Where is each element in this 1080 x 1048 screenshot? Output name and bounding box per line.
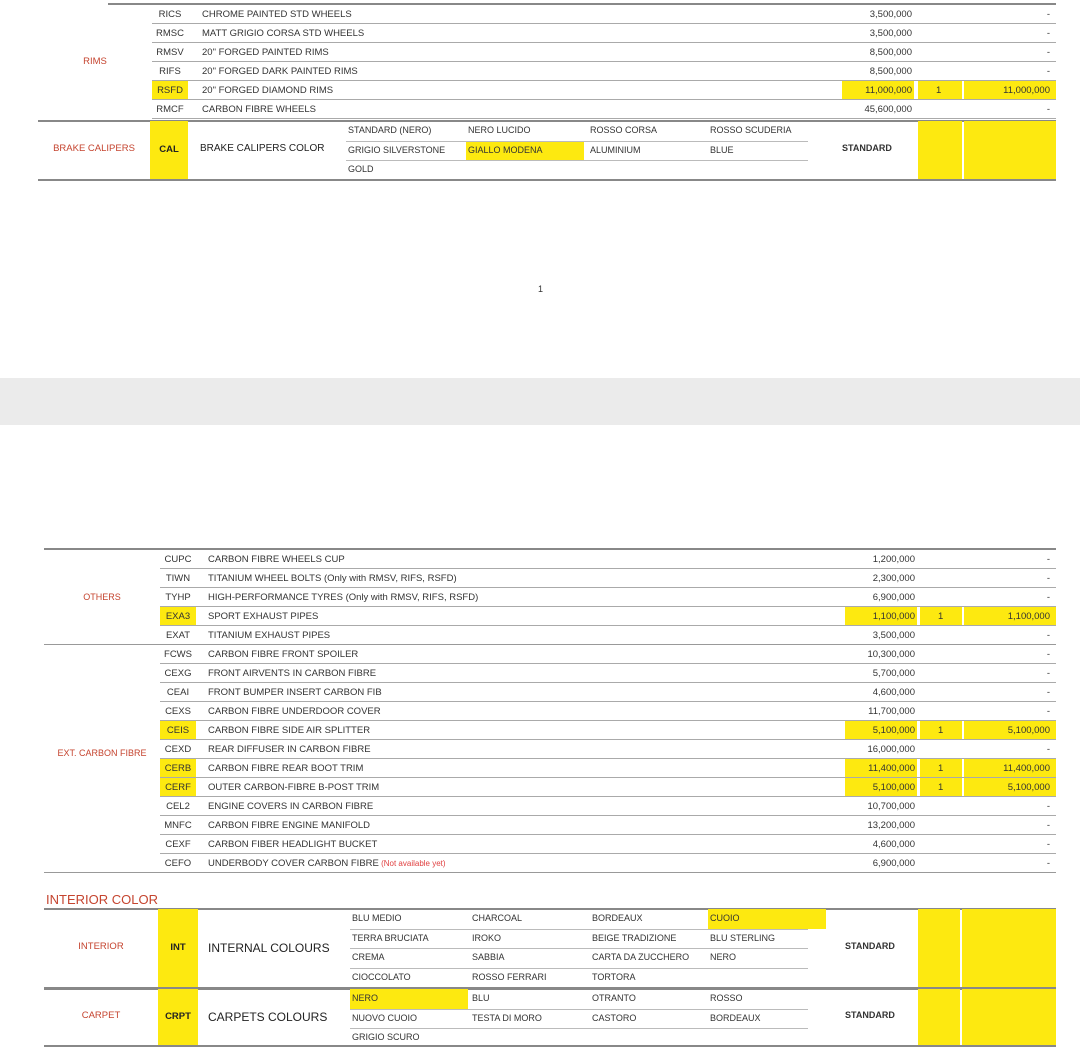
item-total: - xyxy=(1046,801,1050,812)
item-quantity[interactable]: 1 xyxy=(918,81,962,99)
carpet-option[interactable]: NUOVO CUOIO xyxy=(352,1012,418,1023)
table-row[interactable] xyxy=(152,81,1056,100)
interior-description: INTERNAL COLOURS xyxy=(208,941,330,955)
carpet-option[interactable]: ROSSO xyxy=(710,993,743,1003)
item-total: - xyxy=(1046,839,1050,850)
item-price: 1,200,000 xyxy=(872,554,915,565)
item-total: - xyxy=(1046,706,1050,717)
table-row[interactable] xyxy=(160,626,1056,645)
item-price: 5,100,000 xyxy=(845,721,917,739)
item-code: CEFO xyxy=(164,858,192,869)
item-price: 1,100,000 xyxy=(845,607,917,625)
item-description: REAR DIFFUSER IN CARBON FIBRE xyxy=(208,744,371,755)
brake-calipers-option[interactable]: GRIGIO SILVERSTONE xyxy=(348,144,446,155)
item-price: 8,500,000 xyxy=(869,66,912,77)
interior-option[interactable]: BORDEAUX xyxy=(592,913,643,923)
brake-calipers-quantity[interactable] xyxy=(918,121,962,179)
item-code: CERB xyxy=(160,759,196,777)
table-row[interactable] xyxy=(160,702,1056,721)
item-price: 4,600,000 xyxy=(872,839,915,850)
item-total: - xyxy=(1046,858,1050,869)
item-code: RMCF xyxy=(156,104,184,115)
item-quantity[interactable] xyxy=(920,664,962,682)
item-quantity[interactable] xyxy=(920,797,962,815)
item-description: CHROME PAINTED STD WHEELS xyxy=(202,9,352,20)
item-total: - xyxy=(1046,47,1050,58)
thick-rule xyxy=(38,179,1056,181)
brake-calipers-option[interactable]: GOLD xyxy=(348,164,374,174)
item-description: 20" FORGED DARK PAINTED RIMS xyxy=(202,66,358,77)
item-code: CEXS xyxy=(165,706,191,717)
item-quantity[interactable] xyxy=(920,854,962,872)
interior-option[interactable]: IROKO xyxy=(472,932,502,943)
interior-option[interactable]: BLU MEDIO xyxy=(352,913,402,923)
item-price: 45,600,000 xyxy=(864,104,912,115)
availability-note: (Not available yet) xyxy=(378,859,446,868)
item-price: 6,900,000 xyxy=(872,858,915,869)
item-code: EXA3 xyxy=(160,607,196,625)
table-row[interactable] xyxy=(152,24,1056,43)
item-total: - xyxy=(1046,592,1050,603)
interior-option[interactable]: ROSSO FERRARI xyxy=(472,971,547,982)
item-code: FCWS xyxy=(164,649,192,660)
brake-calipers-option[interactable]: STANDARD (NERO) xyxy=(348,125,432,135)
item-quantity[interactable] xyxy=(918,62,962,80)
item-description: CARBON FIBRE WHEELS CUP xyxy=(208,554,345,565)
item-quantity[interactable] xyxy=(920,683,962,701)
brake-calipers-option[interactable]: ROSSO SCUDERIA xyxy=(710,125,792,135)
interior-option[interactable]: BEIGE TRADIZIONE xyxy=(592,932,677,943)
item-quantity[interactable] xyxy=(920,626,962,644)
interior-price: STANDARD xyxy=(845,941,895,951)
item-total: - xyxy=(1046,554,1050,565)
item-code: CEXD xyxy=(164,744,192,755)
item-quantity[interactable] xyxy=(920,740,962,758)
item-total: - xyxy=(1046,66,1050,77)
table-row[interactable] xyxy=(160,607,1056,626)
item-quantity[interactable] xyxy=(918,100,962,118)
brake-calipers-option[interactable]: GIALLO MODENA xyxy=(466,141,584,161)
item-quantity[interactable] xyxy=(920,550,962,568)
item-description: 20" FORGED DIAMOND RIMS xyxy=(202,85,334,96)
carpet-option[interactable]: BORDEAUX xyxy=(710,1012,761,1023)
item-quantity[interactable]: 1 xyxy=(920,759,962,777)
item-quantity[interactable] xyxy=(920,645,962,663)
carpet-option[interactable]: CASTORO xyxy=(592,1012,637,1023)
option-divider xyxy=(346,141,808,142)
interior-option[interactable]: CHARCOAL xyxy=(472,913,523,923)
item-total: - xyxy=(1046,104,1050,115)
item-code: RIFS xyxy=(159,66,181,77)
table-row[interactable] xyxy=(160,778,1056,797)
item-quantity[interactable] xyxy=(918,24,962,42)
item-total: 5,100,000 xyxy=(964,721,1056,739)
item-code: TIWN xyxy=(165,573,191,584)
item-quantity[interactable] xyxy=(920,569,962,587)
item-quantity[interactable]: 1 xyxy=(920,778,962,796)
item-price: 11,700,000 xyxy=(868,706,915,717)
table-row[interactable] xyxy=(152,62,1056,81)
brake-calipers-total xyxy=(964,121,1056,179)
option-divider xyxy=(350,968,808,969)
item-price: 11,000,000 xyxy=(842,81,914,99)
item-total: - xyxy=(1046,820,1050,831)
rims-category: RIMS xyxy=(83,56,107,67)
option-divider xyxy=(350,929,808,930)
item-description: CARBON FIBRE SIDE AIR SPLITTER xyxy=(208,725,371,736)
item-quantity[interactable] xyxy=(918,5,962,23)
interior-option[interactable]: BLU STERLING xyxy=(710,932,776,943)
item-total: - xyxy=(1046,744,1050,755)
table-row[interactable] xyxy=(160,645,1056,664)
table-row[interactable] xyxy=(160,816,1056,835)
item-total: - xyxy=(1046,668,1050,679)
item-price: 13,200,000 xyxy=(867,820,915,831)
item-total: - xyxy=(1046,687,1050,698)
carpet-option[interactable]: BLU xyxy=(472,993,490,1003)
item-description: CARBON FIBRE WHEELS xyxy=(202,104,317,115)
carpet-total xyxy=(962,989,1056,1045)
interior-option[interactable]: TORTORA xyxy=(592,971,636,982)
item-description: TITANIUM EXHAUST PIPES xyxy=(208,630,331,641)
table-row[interactable] xyxy=(160,797,1056,816)
item-price: 3,500,000 xyxy=(869,28,912,39)
item-code: CUPC xyxy=(164,554,192,565)
group-category: EXT. CARBON FIBRE xyxy=(57,748,147,758)
item-code: RMSC xyxy=(156,28,184,39)
item-description: SPORT EXHAUST PIPES xyxy=(208,611,319,622)
item-code: MNFC xyxy=(164,820,192,831)
item-price: 10,700,000 xyxy=(867,801,915,812)
item-price: 6,900,000 xyxy=(872,592,915,603)
brake-calipers-option[interactable]: NERO LUCIDO xyxy=(468,125,531,135)
interior-option[interactable]: CUOIO xyxy=(708,909,826,929)
brake-calipers-code: CAL xyxy=(150,121,188,179)
table-row[interactable] xyxy=(152,43,1056,62)
brake-calipers-option[interactable]: BLUE xyxy=(710,144,734,155)
item-description: CARBON FIBRE ENGINE MANIFOLD xyxy=(208,820,371,831)
item-code: RICS xyxy=(158,9,182,20)
group-category: OTHERS xyxy=(83,591,121,602)
table-row[interactable] xyxy=(152,5,1056,24)
item-price: 5,700,000 xyxy=(872,668,915,679)
page-number: 1 xyxy=(538,284,544,294)
table-row[interactable] xyxy=(160,588,1056,607)
interior-option[interactable]: SABBIA xyxy=(472,952,505,962)
page-separator xyxy=(0,378,1080,425)
item-description: ENGINE COVERS IN CARBON FIBRE xyxy=(208,801,374,812)
interior-option[interactable]: TERRA BRUCIATA xyxy=(352,932,429,943)
item-code: CEIS xyxy=(160,721,196,739)
item-description: HIGH-PERFORMANCE TYRES (Only with RMSV, RIFS, RSFD) xyxy=(208,592,479,603)
table-row[interactable] xyxy=(160,759,1056,778)
interior-option[interactable]: CIOCCOLATO xyxy=(352,971,411,982)
item-total: - xyxy=(1046,630,1050,641)
item-code: CERF xyxy=(160,778,196,796)
item-quantity[interactable] xyxy=(920,702,962,720)
thick-rule xyxy=(38,120,1056,122)
item-quantity[interactable] xyxy=(920,588,962,606)
item-price: 5,100,000 xyxy=(845,778,917,796)
item-code: RMSV xyxy=(156,47,184,58)
item-code: CEAI xyxy=(166,687,190,698)
item-price: 3,500,000 xyxy=(872,630,915,641)
interior-option[interactable]: CREMA xyxy=(352,952,385,962)
item-description: CARBON FIBRE FRONT SPOILER xyxy=(208,649,359,660)
carpet-option[interactable]: NERO xyxy=(350,989,468,1009)
item-total: 5,100,000 xyxy=(964,778,1056,796)
item-description: CARBON FIBER HEADLIGHT BUCKET xyxy=(208,839,378,850)
brake-calipers-category: BRAKE CALIPERS xyxy=(53,143,135,154)
item-price: 2,300,000 xyxy=(872,573,915,584)
item-quantity[interactable]: 1 xyxy=(920,721,962,739)
item-total: - xyxy=(1046,649,1050,660)
item-total: - xyxy=(1046,9,1050,20)
item-description: CARBON FIBRE UNDERDOOR COVER xyxy=(208,706,381,717)
item-code: TYHP xyxy=(165,592,191,603)
option-divider xyxy=(350,948,808,949)
item-total: - xyxy=(1046,573,1050,584)
interior-color-title: INTERIOR COLOR xyxy=(46,892,158,907)
interior-total xyxy=(962,909,1056,987)
table-row[interactable] xyxy=(160,721,1056,740)
item-price: 8,500,000 xyxy=(869,47,912,58)
item-description: UNDERBODY COVER CARBON FIBRE (Not available yet) xyxy=(208,858,446,869)
table-row[interactable] xyxy=(152,100,1056,119)
table-row[interactable] xyxy=(160,835,1056,854)
table-row[interactable] xyxy=(160,683,1056,702)
item-quantity[interactable]: 1 xyxy=(920,607,962,625)
group-rule xyxy=(44,872,1056,873)
item-code: CEL2 xyxy=(166,801,190,812)
carpet-description: CARPETS COLOURS xyxy=(208,1010,328,1024)
carpet-category: CARPET xyxy=(81,1010,121,1021)
table-row[interactable] xyxy=(160,664,1056,683)
item-price: 11,400,000 xyxy=(845,759,917,777)
interior-category: INTERIOR xyxy=(78,941,124,952)
item-code: EXAT xyxy=(165,630,191,641)
option-divider xyxy=(350,1028,808,1029)
interior-quantity[interactable] xyxy=(918,909,960,987)
carpet-code: CRPT xyxy=(158,989,198,1045)
item-description: FRONT AIRVENTS IN CARBON FIBRE xyxy=(208,668,377,679)
item-description: CARBON FIBRE REAR BOOT TRIM xyxy=(208,763,364,774)
interior-option[interactable]: NERO xyxy=(710,952,737,962)
brake-calipers-price: STANDARD xyxy=(842,143,892,153)
item-total: 11,000,000 xyxy=(964,81,1056,99)
item-price: 16,000,000 xyxy=(867,744,915,755)
carpet-option[interactable]: TESTA DI MORO xyxy=(472,1012,542,1023)
interior-option[interactable]: CARTA DA ZUCCHERO xyxy=(592,952,690,962)
table-row[interactable] xyxy=(160,740,1056,759)
brake-calipers-option[interactable]: ROSSO CORSA xyxy=(590,125,658,135)
item-price: 4,600,000 xyxy=(872,687,915,698)
item-quantity[interactable] xyxy=(918,43,962,61)
table-row[interactable] xyxy=(160,550,1056,569)
item-description: MATT GRIGIO CORSA STD WHEELS xyxy=(202,28,365,39)
item-total: - xyxy=(1046,28,1050,39)
carpet-quantity[interactable] xyxy=(918,989,960,1045)
item-total: 1,100,000 xyxy=(964,607,1056,625)
item-code: CEXG xyxy=(164,668,192,679)
brake-calipers-description: BRAKE CALIPERS COLOR xyxy=(200,143,325,154)
item-description: TITANIUM WHEEL BOLTS (Only with RMSV, RIFS, RSFD) xyxy=(208,573,457,584)
item-price: 10,300,000 xyxy=(867,649,915,660)
option-divider xyxy=(350,1009,808,1010)
carpet-price: STANDARD xyxy=(845,1010,895,1020)
item-quantity[interactable] xyxy=(920,835,962,853)
carpet-option[interactable]: OTRANTO xyxy=(592,993,636,1003)
item-description: OUTER CARBON-FIBRE B-POST TRIM xyxy=(208,782,380,793)
brake-calipers-option[interactable]: ALUMINIUM xyxy=(590,144,641,155)
carpet-option[interactable]: GRIGIO SCURO xyxy=(352,1032,420,1042)
item-description: FRONT BUMPER INSERT CARBON FIB xyxy=(208,687,382,698)
item-price: 3,500,000 xyxy=(869,9,912,20)
item-quantity[interactable] xyxy=(920,816,962,834)
item-description: 20" FORGED PAINTED RIMS xyxy=(202,47,329,58)
table-row[interactable] xyxy=(160,569,1056,588)
item-code: CEXF xyxy=(165,839,191,850)
item-total: 11,400,000 xyxy=(964,759,1056,777)
table-row[interactable] xyxy=(160,854,1056,873)
option-divider xyxy=(346,160,808,161)
interior-code: INT xyxy=(158,909,198,987)
item-code: RSFD xyxy=(152,81,188,99)
